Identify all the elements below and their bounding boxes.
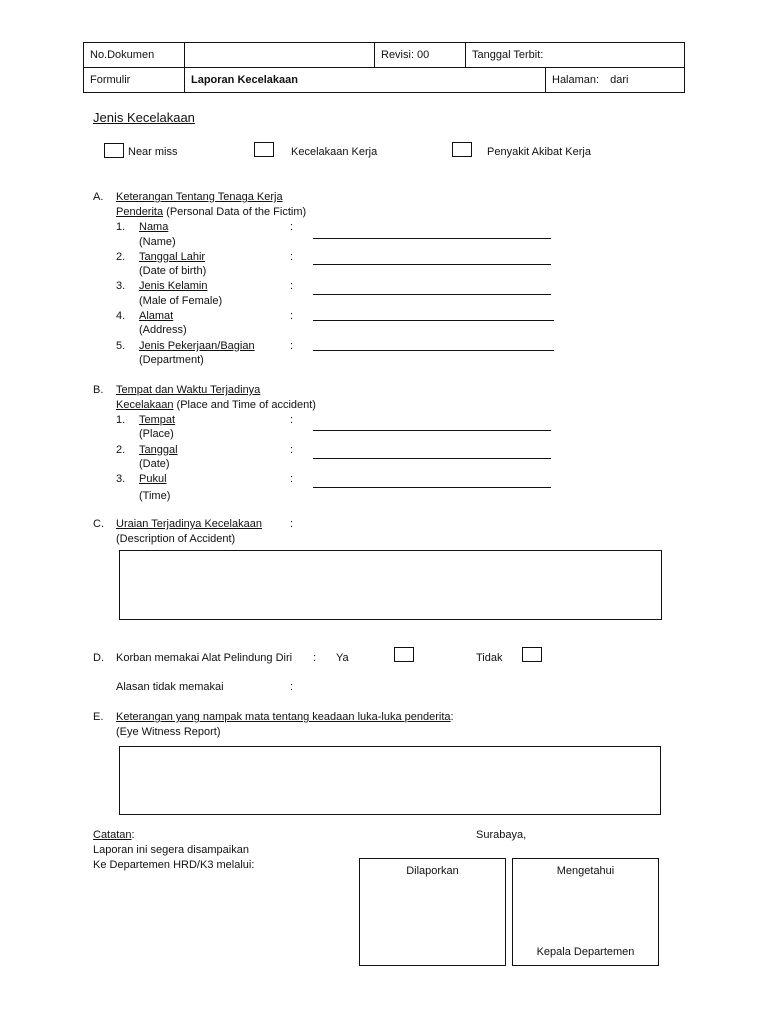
tanggal-label: Tanggal xyxy=(139,444,178,456)
halaman-cell xyxy=(546,68,685,93)
kepala-departemen-label: Kepala Departemen xyxy=(536,946,635,958)
jenis-kelamin-label: Jenis Kelamin xyxy=(139,280,208,292)
catatan-label: Catatan xyxy=(93,829,132,841)
date-of-birth-sublabel: (Date of birth) xyxy=(139,265,207,277)
department-sublabel: (Department) xyxy=(139,354,204,366)
section-e-title-row xyxy=(116,711,454,723)
dari-label: dari xyxy=(610,74,629,86)
colon: : xyxy=(290,221,294,233)
address-sublabel: (Address) xyxy=(139,324,187,336)
catatan-row xyxy=(93,829,135,841)
a-item-number: 1. xyxy=(116,221,126,233)
pukul-label: Pukul xyxy=(139,473,167,485)
document-header-table xyxy=(83,42,685,93)
tempat-label: Tempat xyxy=(139,414,176,426)
formulir-value: Laporan Kecelakaan xyxy=(185,68,546,93)
kecelakaan-kerja-label: Kecelakaan Kerja xyxy=(291,146,378,158)
near-miss-label: Near miss xyxy=(128,146,178,158)
section-a-penderita: Penderita xyxy=(116,206,164,218)
section-c-letter: C. xyxy=(93,518,104,530)
b-item-number: 1. xyxy=(116,414,126,426)
colon: : xyxy=(290,340,294,352)
b-item-number: 3. xyxy=(116,473,126,485)
near-miss-checkbox[interactable] xyxy=(104,143,124,158)
colon: : xyxy=(290,414,294,426)
a-item-number: 3. xyxy=(116,280,126,292)
tidak-checkbox[interactable] xyxy=(522,647,542,662)
mengetahui-signature-box[interactable] xyxy=(512,858,659,966)
section-b-title: Tempat dan Waktu Terjadinya xyxy=(116,384,261,396)
colon: : xyxy=(313,652,317,664)
description-sublabel: (Description of Accident) xyxy=(116,533,236,545)
tanggal-lahir-input-line[interactable] xyxy=(313,264,551,265)
b-item-number: 2. xyxy=(116,444,126,456)
surabaya-label: Surabaya, xyxy=(476,829,527,841)
jenis-pekerjaan-label: Jenis Pekerjaan/Bagian xyxy=(139,340,255,352)
section-b-letter: B. xyxy=(93,384,104,396)
section-b-kecelakaan: Kecelakaan xyxy=(116,399,174,411)
dilaporkan-label: Dilaporkan xyxy=(406,865,459,877)
section-e-title: Keterangan yang nampak mata tentang keadaan luka-luka penderita xyxy=(116,711,451,723)
colon: : xyxy=(290,444,294,456)
description-textarea[interactable] xyxy=(119,550,662,620)
penyakit-akibat-kerja-label: Penyakit Akibat Kerja xyxy=(487,146,591,158)
alamat-input-line[interactable] xyxy=(313,320,554,321)
male-female-sublabel: (Male of Female) xyxy=(139,295,223,307)
formulir-label: Formulir xyxy=(84,68,185,93)
mengetahui-label: Mengetahui xyxy=(556,865,615,877)
colon: : xyxy=(290,518,294,530)
jenis-kelamin-input-line[interactable] xyxy=(313,294,551,295)
tanggal-input-line[interactable] xyxy=(313,458,551,459)
a-item-number: 2. xyxy=(116,251,126,263)
pukul-input-line[interactable] xyxy=(313,487,551,488)
time-sublabel: (Time) xyxy=(139,490,171,502)
section-a-subtitle xyxy=(116,206,306,218)
nama-label: Nama xyxy=(139,221,169,233)
section-d-letter: D. xyxy=(93,652,104,664)
a-item-number: 5. xyxy=(116,340,126,352)
colon: : xyxy=(450,711,454,723)
name-sublabel: (Name) xyxy=(139,236,176,248)
no-dokumen-value xyxy=(185,43,375,68)
section-b-subtitle xyxy=(116,399,316,411)
colon: : xyxy=(290,473,294,485)
dilaporkan-signature-box[interactable] xyxy=(359,858,506,966)
section-a-letter: A. xyxy=(93,191,104,203)
section-a-personal-data: (Personal Data of the Fictim) xyxy=(163,206,307,218)
catatan-line1: Laporan ini segera disampaikan xyxy=(93,844,249,856)
eye-witness-textarea[interactable] xyxy=(119,746,661,815)
penyakit-akibat-kerja-checkbox[interactable] xyxy=(452,142,472,157)
colon: : xyxy=(290,310,294,322)
section-c-title: Uraian Terjadinya Kecelakaan xyxy=(116,518,262,530)
tempat-input-line[interactable] xyxy=(313,430,551,431)
alasan-label: Alasan tidak memakai xyxy=(116,681,224,693)
eye-witness-sublabel: (Eye Witness Report) xyxy=(116,726,221,738)
section-a-title: Keterangan Tentang Tenaga Kerja xyxy=(116,191,283,203)
alamat-label: Alamat xyxy=(139,310,174,322)
colon: : xyxy=(290,280,294,292)
date-sublabel: (Date) xyxy=(139,458,170,470)
nama-input-line[interactable] xyxy=(313,238,551,239)
colon: : xyxy=(131,829,135,841)
jenis-pekerjaan-input-line[interactable] xyxy=(313,350,554,351)
revisi-cell: Revisi: 00 xyxy=(375,43,466,68)
place-sublabel: (Place) xyxy=(139,428,174,440)
apd-question-label: Korban memakai Alat Pelindung Diri xyxy=(116,652,293,664)
tanggal-lahir-label: Tanggal Lahir xyxy=(139,251,206,263)
tidak-label: Tidak xyxy=(476,652,503,664)
catatan-line2: Ke Departemen HRD/K3 melalui: xyxy=(93,859,255,871)
ya-label: Ya xyxy=(336,652,349,664)
colon: : xyxy=(290,251,294,263)
section-b-place-time: (Place and Time of accident) xyxy=(173,399,316,411)
jenis-kecelakaan-title: Jenis Kecelakaan xyxy=(93,110,195,125)
section-e-letter: E. xyxy=(93,711,104,723)
halaman-label: Halaman: xyxy=(552,74,600,86)
a-item-number: 4. xyxy=(116,310,126,322)
kecelakaan-kerja-checkbox[interactable] xyxy=(254,142,274,157)
colon: : xyxy=(290,681,294,693)
ya-checkbox[interactable] xyxy=(394,647,414,662)
tanggal-terbit-cell: Tanggal Terbit: xyxy=(466,43,685,68)
no-dokumen-label: No.Dokumen xyxy=(84,43,185,68)
